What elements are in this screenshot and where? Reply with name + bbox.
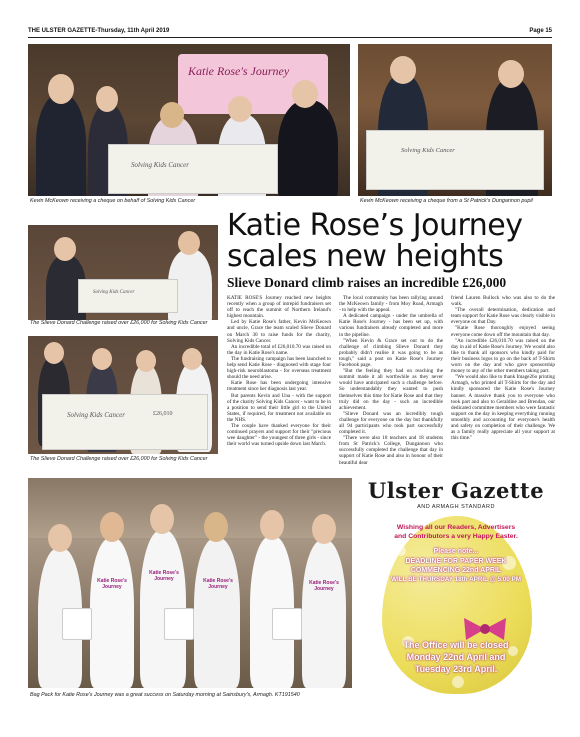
article-column-1 <box>227 295 331 447</box>
person-head <box>92 348 112 370</box>
paragraph: KATIE ROSE'S Journey reached new heights recently when a group of intrepid fundraisers set off to reach the summit of Northern Ireland's highest mountain. <box>227 295 331 320</box>
collection-bucket <box>164 608 194 640</box>
caption-mid-left-2: The Slieve Donard Challenge raised over £26,000 for Solving Kids Cancer <box>30 456 208 462</box>
article-subhead: Slieve Donard climb raises an incredible £26,000 <box>227 275 507 290</box>
paper-date-line: THE ULSTER GAZETTE-Thursday, 11th April 2019 <box>28 28 170 34</box>
paragraph: "There were also 18 teachers and 18 students from St Patrick's College, Dungannon who successfully completed the challenge that day in support of Katie Rose and also in honour of their beautiful dear <box>339 435 443 466</box>
photo-school-cheque <box>358 44 552 196</box>
article-column-3 <box>451 295 555 441</box>
person <box>194 538 240 688</box>
person-head <box>48 524 72 552</box>
person-head <box>150 504 174 534</box>
store-shelves <box>28 478 352 538</box>
paragraph: "We would also like to thank Image26o printing Armagh, who printed all T-Shirts for the day and kindly sponsored the Katie Rose's Journey banner. A massive thank you to everyone who took part and also to Geraldine and Brendan, our dedicated committee members who were fantastic support on the day in keeping everything running smoothly and accounting for everyone's health and safety on completion of their challenge. We as a family really appreciate all your support at this time." <box>451 374 555 442</box>
advert-closed-1: The Office will be closed <box>403 640 509 650</box>
person-head <box>160 102 184 128</box>
paragraph: The local community has been rallying around the McKeown family - from Moy Road, Armagh - to help with the appeal. <box>339 295 443 314</box>
paragraph: Katie Rose has been undergoing intensive treatment since her diagnosis last year. <box>227 380 331 393</box>
paragraph: "Katie Rose thoroughly enjoyed seeing everyone come down off the mountain that day. <box>451 325 555 338</box>
cheque-payee: Solving Kids Cancer <box>401 147 455 154</box>
egg-dot <box>452 676 464 688</box>
person-head <box>100 512 124 542</box>
cheque-payee: Solving Kids Cancer <box>67 411 125 419</box>
photo-cheque-presentation <box>28 44 350 196</box>
person-head <box>228 96 252 122</box>
person-head <box>312 514 336 544</box>
caption-top-right: Kevin McKeown receiving a cheque from a St Patrick's Dungannon pupil <box>360 198 533 204</box>
paragraph: "But the feeling they had on reaching the summit made it all worthwhile as they never would have anticipated such a challenge before. So understandably they wanted to push themselves this time for Katie Rose and that they truly did on the day - such an incredible achievement. <box>339 368 443 411</box>
person-head <box>48 74 74 104</box>
giant-cheque <box>108 144 278 194</box>
paragraph: Led by Katie Rose's father, Kevin McKeown and uncle, Grace the team scaled Slieve Donard on March 30 to raise funds for the charity, Solving Kids Cancer. <box>227 319 331 344</box>
caption-top-left: Kevin McKeown receiving a cheque on behalf of Solving Kids Cancer <box>30 198 196 204</box>
person <box>302 540 346 688</box>
paragraph: The fundraising campaign has been launched to help send Katie Rose - diagnosed with stage four high-risk neuroblastoma - for overseas treatment should the need arise. <box>227 355 331 381</box>
person-head <box>136 350 156 372</box>
advert-masthead-sub: AND ARMAGH STANDARD <box>417 504 495 510</box>
paragraph: "Slieve Donard was an incredibly tough challenge for everyone on the day but thankfully all 94 participants who took part successfully completed it. <box>339 410 443 436</box>
caption-mid-left-1: The Slieve Donard Challenge raised over £26,000 for Solving Kids Cancer <box>30 320 208 326</box>
person-head <box>44 342 64 364</box>
collection-bucket <box>62 608 92 640</box>
paragraph: "The overall determination, dedication and team support for Katie Rose was clearly visible in everyone on that Day. <box>451 307 555 326</box>
caption-bottom: Bag Pack for Katie Rose's Journey was a great success on Saturday morning at Sainsbury's, Armagh. KT191540 <box>30 692 300 698</box>
advert-masthead: Ulster Gazette <box>367 478 545 503</box>
easter-advert <box>360 478 552 688</box>
paragraph: "When Kevin & Grace set out to do the challenge of climbing Slieve Donard they probably didn't realise it was going to be as tough," said a post on Katie Rose's Journey Facebook page. <box>339 337 443 369</box>
photo-challenge-cheque-1 <box>28 225 218 320</box>
advert-closed-2: Monday 22nd April and <box>406 652 506 662</box>
person <box>36 94 86 196</box>
person-head <box>292 80 318 108</box>
photo-challenge-cheque-2 <box>28 336 218 454</box>
paragraph: An incredible total of £26,010.70 was raised on the day in Katie Rose's name. <box>227 343 331 356</box>
banner-text: Katie Rose's Journey <box>188 64 290 78</box>
advert-deadline-1: DEADLINE FOR PAPER WEEK <box>405 558 507 565</box>
person-head <box>182 348 202 370</box>
advert-note: Please note... <box>433 548 479 555</box>
paragraph: But parents Kevin and Una - with the support of the charity Solving Kids Cancer - want to be in a position to send their little girl to the United States, if required, for treatment not available on the NHS. <box>227 392 331 423</box>
tshirt-print: Katie Rose's Journey <box>203 578 233 590</box>
collection-bucket <box>272 608 302 640</box>
photo-bag-pack <box>28 478 352 688</box>
giant-cheque <box>42 394 208 450</box>
article-column-2 <box>339 295 443 466</box>
giant-cheque <box>78 279 178 313</box>
advert-deadline-3: WILL BE THURSDAY 18th APRIL @ 5.00 PM <box>391 576 521 583</box>
person-head <box>204 512 228 542</box>
advert-greeting-1: Wishing all our Readers, Advertisers <box>396 524 516 531</box>
person-head <box>178 231 200 255</box>
person-head <box>54 237 76 261</box>
ribbon-bow-icon <box>460 616 510 642</box>
tshirt-print: Katie Rose's Journey <box>97 578 127 590</box>
paragraph: A dedicated campaign - under the umbrella of Katie Rose's Journey - has been set up, with various fundraisers already completed and more in the pipeline. <box>339 313 443 338</box>
article-headline: Katie Rose’s Journey scales new heights <box>227 208 523 274</box>
person-head <box>390 56 416 84</box>
person <box>90 538 134 688</box>
person <box>278 100 338 196</box>
cheque-payee: Solving Kids Cancer <box>131 161 189 169</box>
paragraph: "An incredible £26,010.70 was raised on the day in aid of Katie Rose's Journey. We would also like to thank all sponsors who kindly paid for their business logos to go on the back of T-Shirts worn on the day and who gave sponsorship money to any of the other members taking part. <box>451 337 555 375</box>
cheque-amount: £26,010 <box>153 411 173 417</box>
person-head <box>498 60 524 88</box>
person-head <box>96 86 118 112</box>
advert-deadline-2: COMMENCING 22nd APRIL <box>410 567 502 574</box>
cheque-payee: Solving Kids Cancer <box>93 290 135 295</box>
giant-cheque <box>366 130 544 190</box>
advert-closed-3: Tuesday 23rd April. <box>414 664 498 674</box>
person-head <box>260 510 284 540</box>
paragraph: The couple have thanked everyone for their continued prayers and support for their "precious wee daughter" - the youngest of three girls - since their world was turned upside down last March. <box>227 422 331 448</box>
tshirt-print: Katie Rose's Journey <box>149 570 179 582</box>
header-rule <box>28 37 552 38</box>
advert-greeting-2: and Contributors a very Happy Easter. <box>394 533 518 540</box>
page-number: Page 15 <box>529 28 552 34</box>
paragraph: friend Lauren Bullock who was also to do the walk. <box>451 295 555 308</box>
tshirt-print: Katie Rose's Journey <box>309 580 339 592</box>
